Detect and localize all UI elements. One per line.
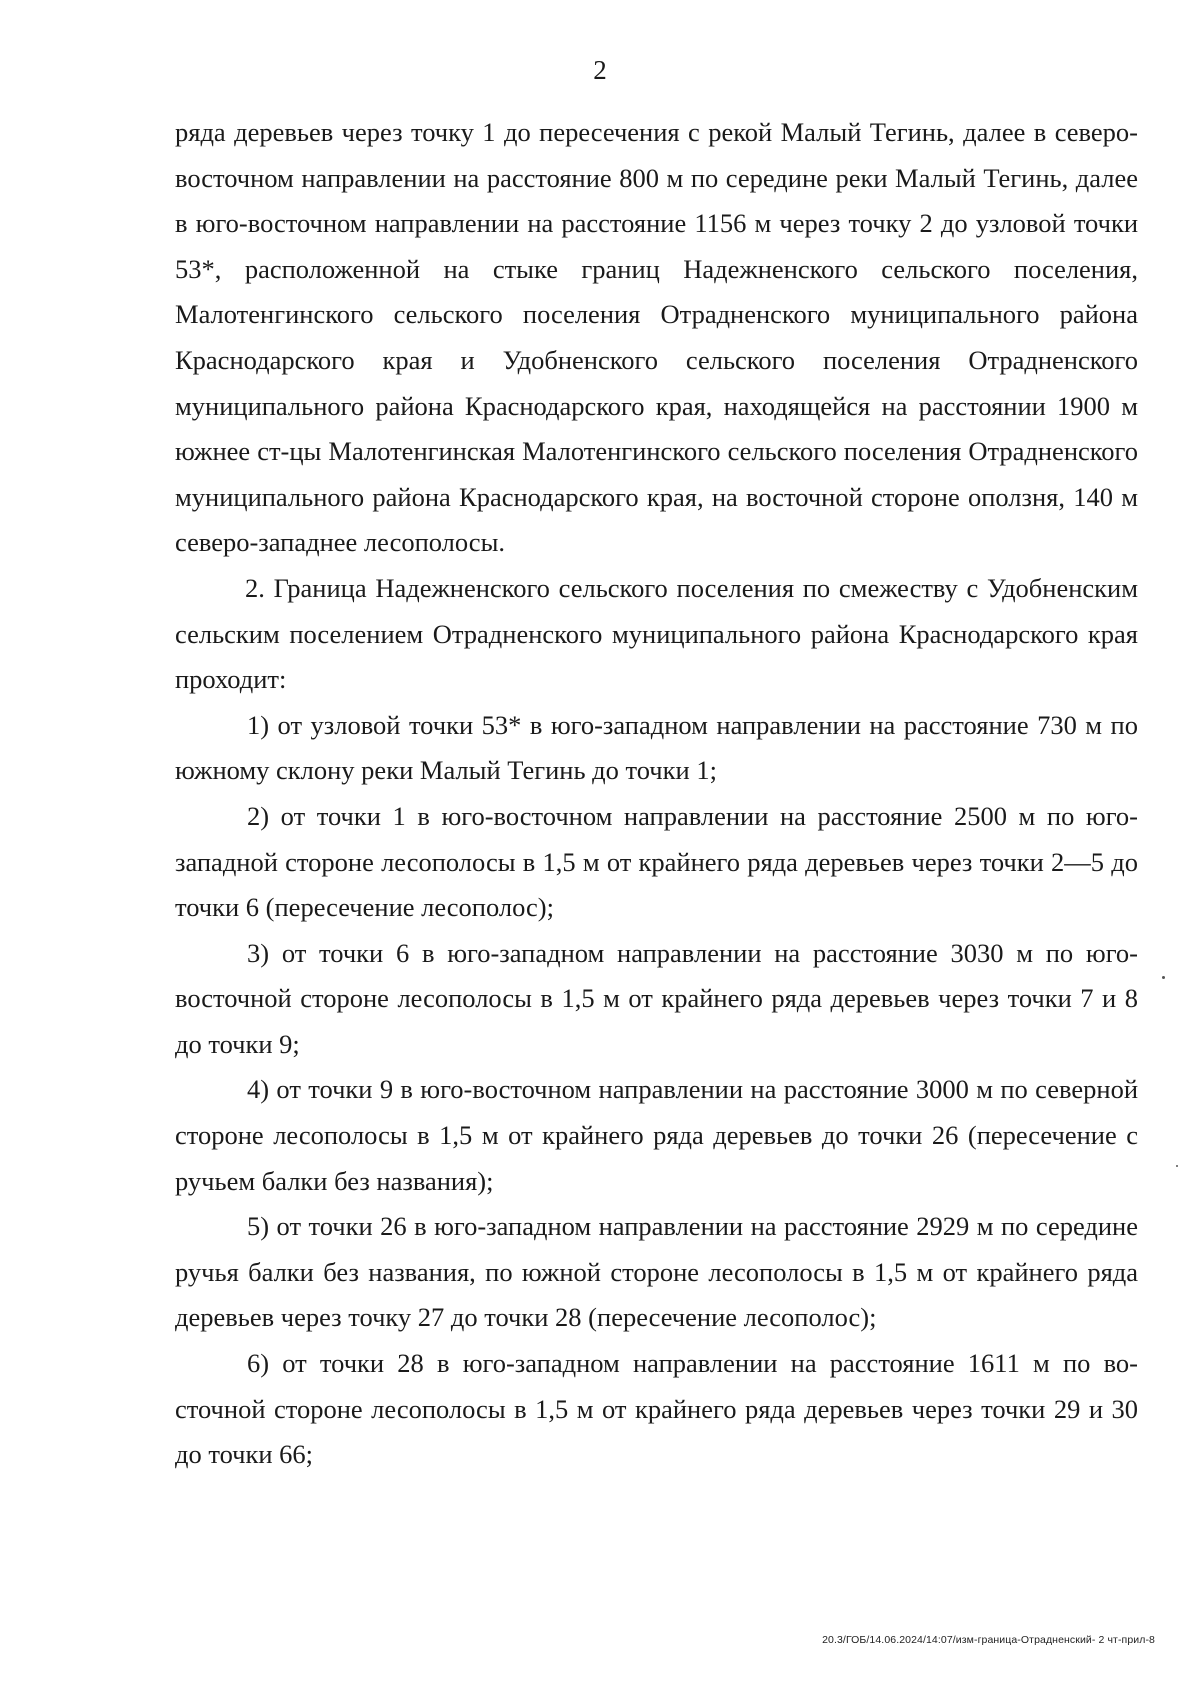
list-item-5: 5) от точки 26 в юго-западном направлении на расстояние 2929 м по середине ручья балки без названия, по южной стороне лесополосы в 1,5 м от крайнего ряда деревьев через точку 27 до точки 28 (пересечение лесополос); [175, 1211, 1138, 1333]
paragraph-section-2: 2. Граница Надежненского сельского поселения по смежеству с Удобненским сельским поселением Отрадненского муниципального района Краснодарского края проходит: [175, 572, 1138, 695]
paragraph-continuation: ряда деревьев через точку 1 до пересечения с рекой Малый Тегинь, далее в северо-восточном направлении на расстояние 800 м по середине реки Малый Тегинь, далее в юго-восточном направлении на расстояние 1156 м через точку 2 до узловой точки 53*, расположенной на стыке границ Надежненского сельского поселения, Малотенгинского сельского поселения Отрадненского муниципального района Краснодарского края и Удобненского сельского поселения Отрадненского муниципального района Краснодарского края, находящейся на расстоянии 1900 м южнее ст-цы Малотенгинская Малотенгинского сельского поселения Отрадненского муниципального района Краснодарского края, на восточной стороне оползня, 140 м северо-западнее лесополосы. [175, 117, 1138, 558]
scan-speck [1162, 976, 1165, 979]
page-number: 2 [593, 55, 607, 85]
list-item-1: 1) от узловой точки 53* в юго-западном направлении на расстояние 730 м по южному склону реки Малый Тегинь до точки 1; [175, 709, 1138, 786]
list-item-3: 3) от точки 6 в юго-западном направлении на расстояние 3030 м по юго-восточной стороне лесополосы в 1,5 м от крайнего ряда деревьев через точки 7 и 8 до точки 9; [175, 937, 1138, 1059]
document-footer-code: 20.3/ГОБ/14.06.2024/14:07/изм-граница-Отрадненский- 2 чт-прил-8 [822, 1634, 1155, 1646]
list-item-2: 2) от точки 1 в юго-восточном направлении на расстояние 2500 м по юго-западной стороне лесополосы в 1,5 м от крайнего ряда деревьев через точки 2—5 до точки 6 (пересечение лесополос); [175, 800, 1138, 923]
list-item-4: 4) от точки 9 в юго-восточном направлении на расстояние 3000 м по северной стороне лесополосы в 1,5 м от крайнего ряда деревьев до точки 26 (пересечение с ручьем балки без названия); [175, 1074, 1138, 1196]
scan-speck [1176, 1165, 1178, 1167]
document-body [175, 110, 1138, 1478]
list-item-6: 6) от точки 28 в юго-западном направлении на расстояние 1611 м по восточной стороне лесополосы в 1,5 м от крайнего ряда деревьев через точки 29 и 30 до точки 66; [175, 1348, 1138, 1470]
